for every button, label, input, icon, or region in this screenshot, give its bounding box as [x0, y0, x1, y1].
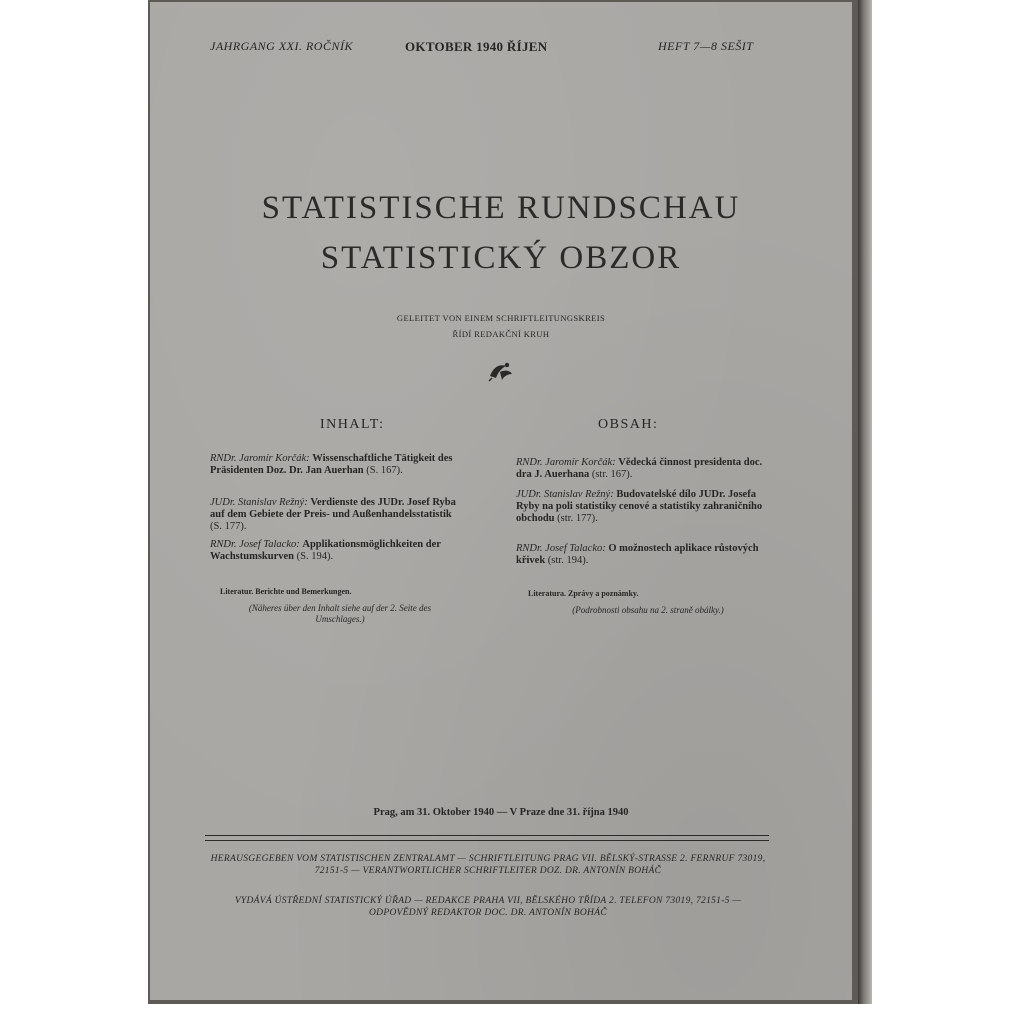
- entry-author: RNDr. Josef Talacko:: [516, 543, 606, 554]
- inhalt-note: (Näheres über den Inhalt siehe auf der 2. Seite des Umschlages.): [248, 603, 432, 624]
- obsah-note: (Podrobnosti obsahu na 2. straně obálky.): [572, 605, 724, 615]
- inhalt-entry: [210, 539, 460, 563]
- title-german: STATISTISCHE RUNDSCHAU: [261, 190, 741, 226]
- inhalt-literatur: Literatur. Berichte und Bemerkungen.: [220, 587, 352, 596]
- obsah-entry: [516, 489, 766, 525]
- entry-page: (str. 194).: [547, 555, 589, 566]
- entry-title: Budovatelské dílo JUDr. Josefa Ryby na poli statistiky cenové a statistiky zahraničního obchodu: [516, 489, 763, 524]
- entry-page: (str. 167).: [591, 469, 633, 480]
- entry-page: (str. 177).: [557, 513, 598, 524]
- obsah-entry: [516, 457, 766, 481]
- page-edge-shadow: [858, 0, 872, 1004]
- entry-title: Vědecká činnost presidenta doc. dra J. Auerhana: [516, 457, 763, 480]
- place-date: Prag, am 31. Oktober 1940 — V Praze dne 31. října 1940: [373, 807, 629, 818]
- entry-author: RNDr. Jaromír Korčák:: [516, 457, 616, 468]
- divider-rule: [205, 835, 769, 836]
- obsah-entry: [516, 543, 766, 567]
- entry-author: RNDr. Jaromír Korčák:: [210, 453, 310, 464]
- inhalt-entry: [210, 453, 460, 477]
- entry-author: RNDr. Josef Talacko:: [210, 539, 300, 550]
- entry-author: JUDr. Stanislav Režný:: [210, 497, 308, 508]
- inhalt-heading: INHALT:: [320, 417, 385, 432]
- issue-date: OKTOBER 1940 ŘÍJEN: [405, 39, 548, 54]
- subtitle-czech: ŘÍDÍ REDAKČNÍ KRUH: [452, 329, 550, 339]
- entry-title: O možnostech aplikace růstových křivek: [516, 543, 759, 566]
- entry-author: JUDr. Stanislav Režný:: [516, 489, 614, 500]
- divider-rule: [205, 840, 769, 841]
- inhalt-entry: [210, 497, 460, 533]
- entry-page: (S. 194).: [296, 551, 334, 562]
- entry-page: (S. 177).: [210, 521, 247, 532]
- entry-title: Verdienste des JUDr. Josef Ryba auf dem Gebiete der Preis- und Außenhandelsstatistik: [210, 497, 456, 520]
- imprint-german: HERAUSGEGEBEN VOM STATISTISCHEN ZENTRALAMT — SCHRIFTLEITUNG PRAG VII. BĚLSKÝ-STRASSE 2. FERNRUF 73019, 72151-5 — VERANTWORTLICHER SCHRIFTLEITER DOZ. DR. ANTONÍN BOHÁČ: [210, 854, 766, 876]
- entry-page: (S. 167).: [366, 465, 403, 476]
- obsah-literatura: Literatura. Zprávy a poznámky.: [528, 589, 639, 598]
- obsah-heading: OBSAH:: [598, 417, 659, 432]
- subtitle-german: GELEITET VON EINEM SCHRIFTLEITUNGSKREIS: [396, 313, 606, 323]
- entry-title: Wissenschaftliche Tätigkeit des Präsidenten Doz. Dr. Jan Auerhan: [210, 453, 453, 476]
- imprint-czech: VYDÁVÁ ÚSTŘEDNÍ STATISTICKÝ ÚŘAD — REDAKCE PRAHA VII, BĚLSKÉHO TŘÍDA 2. TELEFON 73019, 72151-5 — ODPOVĚDNÝ REDAKTOR DOC. DR. ANTONÍN BOHÁČ: [234, 896, 742, 918]
- volume-label: JAHRGANG XXI. ROČNÍK: [210, 39, 353, 53]
- title-czech: STATISTICKÝ OBZOR: [320, 240, 682, 276]
- fleuron-icon: [486, 360, 514, 382]
- entry-title: Applikationsmöglichkeiten der Wachstumskurven: [210, 539, 441, 562]
- journal-cover: [150, 2, 852, 1000]
- issue-number: HEFT 7—8 SEŠIT: [658, 39, 754, 53]
